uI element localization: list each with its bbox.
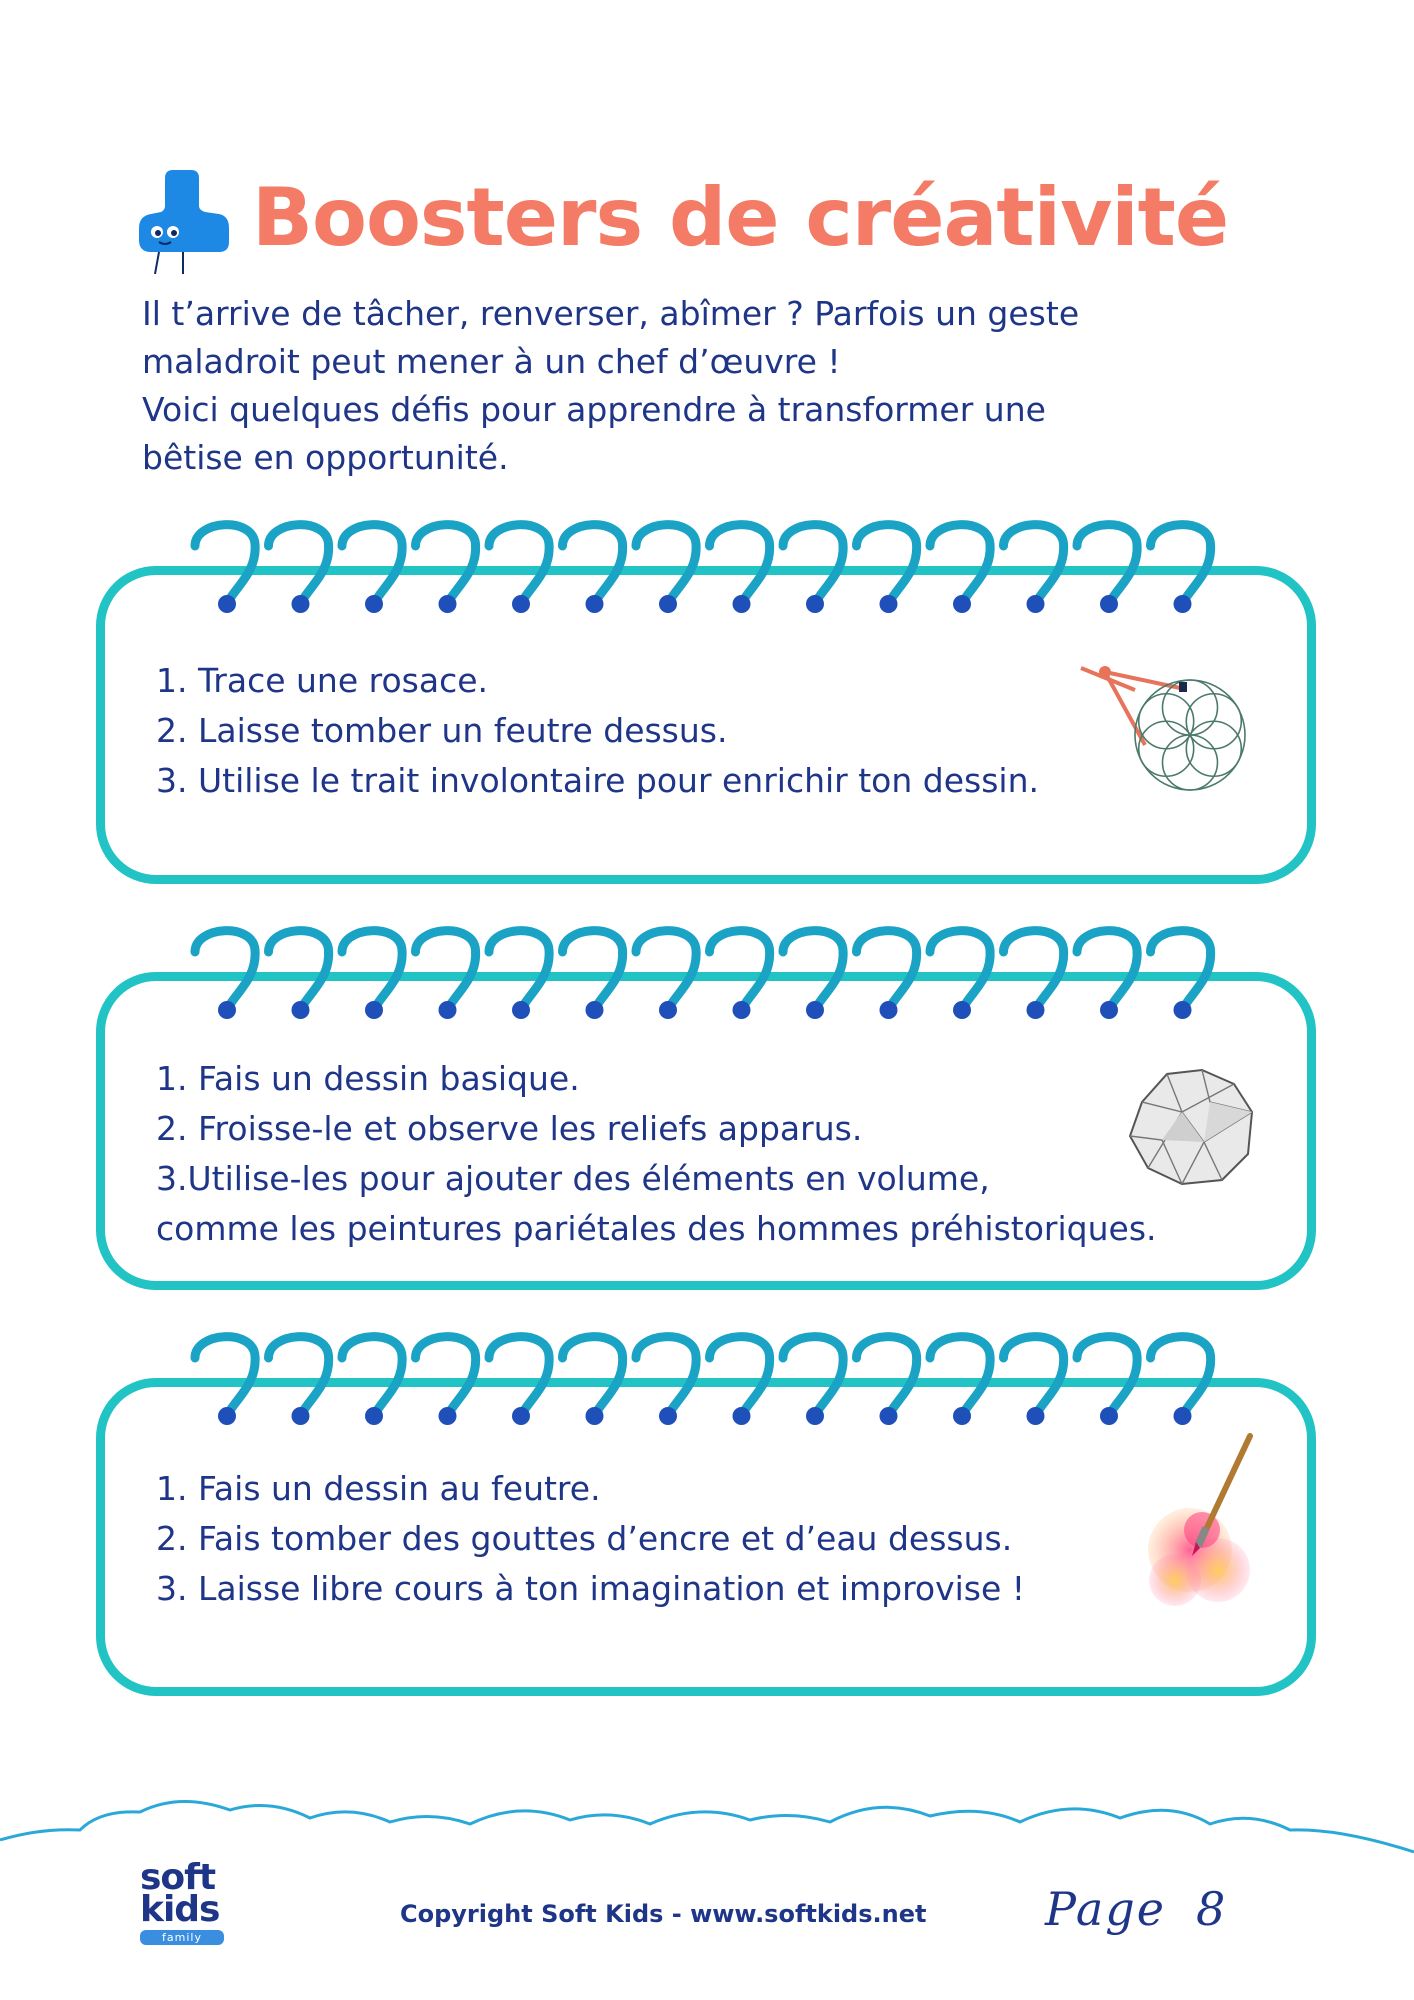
- step-text: 3. Utilise le trait involontaire pour enrichir ton dessin.: [156, 761, 1039, 800]
- spiral-hole: [659, 1407, 677, 1425]
- step-text: 2. Fais tomber des gouttes d’encre et d’eau dessus.: [156, 1519, 1013, 1558]
- spiral-binding-icon: [170, 918, 1220, 1028]
- spiral-ring: [783, 525, 843, 600]
- spiral-ring: [930, 1337, 990, 1412]
- spiral-hole: [733, 1001, 751, 1019]
- spiral-hole: [1027, 1407, 1045, 1425]
- spiral-ring: [489, 931, 549, 1006]
- spiral-hole: [439, 1407, 457, 1425]
- spiral-ring: [636, 525, 696, 600]
- spiral-hole: [1100, 1407, 1118, 1425]
- page-word: Page: [1045, 1882, 1166, 1936]
- spiral-ring: [489, 1337, 549, 1412]
- spiral-ring: [710, 931, 770, 1006]
- paintbrush-watercolor-icon: [1140, 1430, 1270, 1620]
- spiral-ring: [416, 1337, 476, 1412]
- spiral-hole: [880, 1407, 898, 1425]
- spiral-hole: [806, 1001, 824, 1019]
- intro-line: Il t’arrive de tâcher, renverser, abîmer ? Parfois un geste: [142, 294, 1080, 333]
- spiral-hole: [1100, 595, 1118, 613]
- step-text: 1. Fais un dessin au feutre.: [156, 1469, 601, 1508]
- spiral-binding-icon: [170, 1324, 1220, 1434]
- logo-word-soft: soft: [140, 1857, 216, 1898]
- spiral-ring: [930, 931, 990, 1006]
- logo-word-kids: kids: [140, 1889, 220, 1930]
- spiral-ring: [1004, 931, 1064, 1006]
- spiral-ring: [1151, 931, 1211, 1006]
- intro-line: Voici quelques défis pour apprendre à transformer une: [142, 390, 1046, 429]
- spiral-ring: [563, 1337, 623, 1412]
- spiral-ring: [269, 525, 329, 600]
- spiral-hole: [218, 1001, 236, 1019]
- spiral-ring: [636, 1337, 696, 1412]
- spiral-hole: [659, 595, 677, 613]
- spiral-ring: [269, 1337, 329, 1412]
- spiral-hole: [1100, 1001, 1118, 1019]
- spiral-hole: [292, 595, 310, 613]
- page-title: Boosters de créativité: [252, 171, 1229, 264]
- spiral-ring: [489, 525, 549, 600]
- spiral-hole: [439, 1001, 457, 1019]
- spiral-ring: [1077, 931, 1137, 1006]
- challenge-steps-2: [156, 1054, 1157, 1254]
- spiral-hole: [292, 1001, 310, 1019]
- spiral-ring: [416, 525, 476, 600]
- spiral-ring: [195, 931, 255, 1006]
- spiral-binding-icon: [170, 512, 1220, 622]
- copyright-text: Copyright Soft Kids - www.softkids.net: [400, 1900, 927, 1928]
- challenge-steps-1: [156, 656, 1039, 806]
- spiral-hole: [733, 595, 751, 613]
- spiral-hole: [953, 595, 971, 613]
- spiral-ring: [416, 931, 476, 1006]
- spiral-ring: [783, 931, 843, 1006]
- step-text: comme les peintures pariétales des hommes préhistoriques.: [156, 1209, 1157, 1248]
- intro-text: [142, 290, 1292, 482]
- spiral-ring: [342, 525, 402, 600]
- spiral-hole: [880, 595, 898, 613]
- step-text: 2. Froisse-le et observe les reliefs apparus.: [156, 1109, 863, 1148]
- step-text: 2. Laisse tomber un feutre dessus.: [156, 711, 728, 750]
- spiral-hole: [806, 595, 824, 613]
- spiral-hole: [1174, 1001, 1192, 1019]
- page-number: 8: [1195, 1882, 1228, 1936]
- spiral-ring: [1004, 1337, 1064, 1412]
- step-text: 1. Trace une rosace.: [156, 661, 489, 700]
- spiral-ring: [563, 931, 623, 1006]
- spiral-hole: [1027, 595, 1045, 613]
- challenge-steps-3: [156, 1464, 1025, 1614]
- spiral-ring: [1077, 1337, 1137, 1412]
- spiral-hole: [512, 595, 530, 613]
- spiral-ring: [710, 525, 770, 600]
- spiral-ring: [1077, 525, 1137, 600]
- spiral-ring: [195, 525, 255, 600]
- spiral-ring: [930, 525, 990, 600]
- intro-line: bêtise en opportunité.: [142, 438, 509, 477]
- spiral-ring: [636, 931, 696, 1006]
- spiral-hole: [1174, 1407, 1192, 1425]
- spiral-ring: [710, 1337, 770, 1412]
- spiral-ring: [563, 525, 623, 600]
- spiral-ring: [269, 931, 329, 1006]
- crumpled-paper-icon: [1122, 1062, 1262, 1192]
- spiral-hole: [880, 1001, 898, 1019]
- page-number-label: [1045, 1882, 1227, 1936]
- spiral-hole: [512, 1407, 530, 1425]
- spiral-ring: [1004, 525, 1064, 600]
- spiral-hole: [218, 595, 236, 613]
- spiral-hole: [806, 1407, 824, 1425]
- spiral-hole: [365, 595, 383, 613]
- spiral-ring: [195, 1337, 255, 1412]
- spiral-hole: [365, 1001, 383, 1019]
- spiral-hole: [586, 1407, 604, 1425]
- spiral-ring: [342, 931, 402, 1006]
- spiral-ring: [1151, 1337, 1211, 1412]
- spiral-hole: [365, 1407, 383, 1425]
- spiral-ring: [342, 1337, 402, 1412]
- spiral-hole: [1174, 595, 1192, 613]
- spiral-hole: [439, 595, 457, 613]
- step-text: 3.Utilise-les pour ajouter des éléments en volume,: [156, 1159, 990, 1198]
- spiral-hole: [586, 1001, 604, 1019]
- spiral-hole: [733, 1407, 751, 1425]
- softkids-logo: [140, 1857, 235, 1944]
- spiral-ring: [1151, 525, 1211, 600]
- compass-rosace-icon: [1075, 660, 1255, 795]
- mascot-icon: [135, 168, 235, 278]
- intro-line: maladroit peut mener à un chef d’œuvre !: [142, 342, 841, 381]
- spiral-ring: [857, 931, 917, 1006]
- spiral-hole: [659, 1001, 677, 1019]
- spiral-hole: [586, 595, 604, 613]
- spiral-hole: [953, 1407, 971, 1425]
- step-text: 1. Fais un dessin basique.: [156, 1059, 580, 1098]
- spiral-hole: [1027, 1001, 1045, 1019]
- step-text: 3. Laisse libre cours à ton imagination et improvise !: [156, 1569, 1026, 1608]
- spiral-hole: [292, 1407, 310, 1425]
- logo-tag: family: [140, 1930, 224, 1945]
- spiral-ring: [783, 1337, 843, 1412]
- spiral-ring: [857, 525, 917, 600]
- spiral-hole: [953, 1001, 971, 1019]
- spiral-hole: [512, 1001, 530, 1019]
- spiral-ring: [857, 1337, 917, 1412]
- spiral-hole: [218, 1407, 236, 1425]
